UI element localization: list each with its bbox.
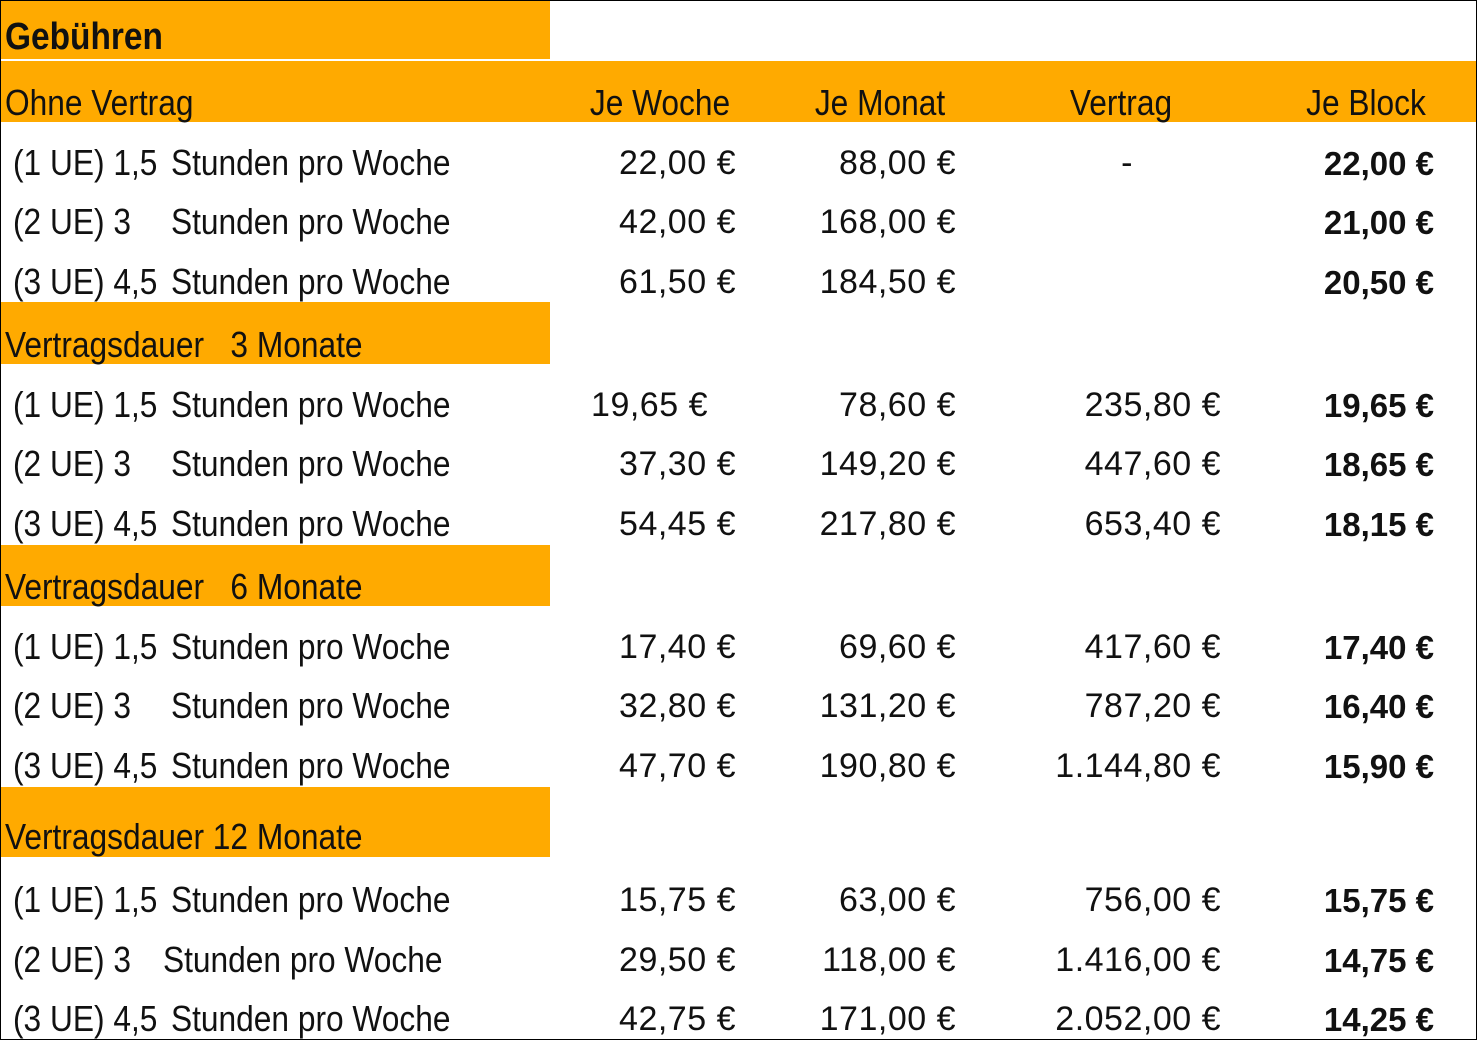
row-vertrag: 756,00 €: [1084, 881, 1221, 919]
row-vertrag: 417,60 €: [1084, 628, 1221, 666]
row-je-block: 17,40 €: [1323, 629, 1434, 666]
row-je-woche: 22,00 €: [619, 144, 736, 182]
row-desc: Stunden pro Woche: [171, 745, 451, 786]
section-label-12-monate: Vertragsdauer 12 Monate: [5, 816, 363, 857]
row-je-block: 15,75 €: [1323, 882, 1434, 919]
row-je-monat: 88,00 €: [839, 144, 956, 182]
row-desc: Stunden pro Woche: [163, 939, 443, 980]
header-je-monat: Je Monat: [814, 82, 946, 123]
row-je-block: 16,40 €: [1323, 688, 1434, 725]
header-ohne-vertrag: Ohne Vertrag: [5, 82, 194, 123]
row-je-block: 14,75 €: [1323, 942, 1434, 979]
header-je-block: Je Block: [1306, 82, 1426, 123]
row-ue: (1 UE) 1,5: [13, 879, 158, 920]
row-je-block: 18,65 €: [1323, 446, 1434, 483]
row-je-woche: 42,00 €: [619, 203, 736, 241]
row-vertrag: 1.416,00 €: [1055, 941, 1221, 979]
row-ue: (1 UE) 1,5: [13, 384, 158, 425]
row-desc: Stunden pro Woche: [171, 201, 451, 242]
page-title: Gebühren: [5, 16, 163, 58]
row-je-monat: 131,20 €: [819, 687, 956, 725]
section-label-6-monate: Vertragsdauer 6 Monate: [5, 566, 363, 607]
row-ue: (2 UE) 3: [13, 939, 131, 980]
row-je-monat: 217,80 €: [819, 505, 956, 543]
row-vertrag: 2.052,00 €: [1055, 1000, 1221, 1038]
row-je-woche: 17,40 €: [619, 628, 736, 666]
row-je-monat: 69,60 €: [839, 628, 956, 666]
header-je-woche: Je Woche: [589, 82, 731, 123]
row-ue: (3 UE) 4,5: [13, 503, 158, 544]
row-desc: Stunden pro Woche: [171, 261, 451, 302]
row-je-block: 22,00 €: [1323, 145, 1434, 182]
row-je-monat: 184,50 €: [819, 263, 956, 301]
row-ue: (2 UE) 3: [13, 685, 131, 726]
row-ue: (1 UE) 1,5: [13, 142, 158, 183]
row-ue: (3 UE) 4,5: [13, 998, 158, 1039]
row-je-woche: 29,50 €: [619, 941, 736, 979]
row-ue: (2 UE) 3: [13, 201, 131, 242]
row-ue: (2 UE) 3: [13, 443, 131, 484]
row-je-block: 15,90 €: [1323, 748, 1434, 785]
row-je-monat: 168,00 €: [819, 203, 956, 241]
row-je-block: 18,15 €: [1323, 506, 1434, 543]
row-desc: Stunden pro Woche: [171, 142, 451, 183]
row-je-monat: 171,00 €: [819, 1000, 956, 1038]
row-desc: Stunden pro Woche: [171, 626, 451, 667]
row-je-block: 20,50 €: [1323, 264, 1434, 301]
row-je-woche: 42,75 €: [619, 1000, 736, 1038]
row-je-monat: 78,60 €: [839, 386, 956, 424]
row-je-woche: 47,70 €: [619, 747, 736, 785]
row-je-woche: 19,65 €: [591, 386, 708, 424]
row-vertrag: -: [1121, 144, 1133, 182]
row-desc: Stunden pro Woche: [171, 384, 451, 425]
row-je-woche: 54,45 €: [619, 505, 736, 543]
row-je-monat: 63,00 €: [839, 881, 956, 919]
row-desc: Stunden pro Woche: [171, 998, 451, 1039]
row-desc: Stunden pro Woche: [171, 443, 451, 484]
row-desc: Stunden pro Woche: [171, 685, 451, 726]
row-je-block: 14,25 €: [1323, 1001, 1434, 1038]
row-ue: (1 UE) 1,5: [13, 626, 158, 667]
section-label-3-monate: Vertragsdauer 3 Monate: [5, 324, 363, 365]
row-je-monat: 190,80 €: [819, 747, 956, 785]
row-vertrag: 1.144,80 €: [1055, 747, 1221, 785]
row-je-monat: 118,00 €: [822, 941, 956, 979]
header-vertrag: Vertrag: [1069, 82, 1173, 123]
row-ue: (3 UE) 4,5: [13, 745, 158, 786]
row-je-woche: 15,75 €: [619, 881, 736, 919]
row-je-woche: 61,50 €: [619, 263, 736, 301]
row-desc: Stunden pro Woche: [171, 503, 451, 544]
row-ue: (3 UE) 4,5: [13, 261, 158, 302]
row-vertrag: 235,80 €: [1084, 386, 1221, 424]
row-desc: Stunden pro Woche: [171, 879, 451, 920]
row-vertrag: 447,60 €: [1084, 445, 1221, 483]
row-je-woche: 32,80 €: [619, 687, 736, 725]
row-je-block: 21,00 €: [1323, 204, 1434, 241]
row-je-monat: 149,20 €: [819, 445, 956, 483]
row-je-woche: 37,30 €: [619, 445, 736, 483]
row-je-block: 19,65 €: [1323, 387, 1434, 424]
row-vertrag: 787,20 €: [1084, 687, 1221, 725]
row-vertrag: 653,40 €: [1084, 505, 1221, 543]
